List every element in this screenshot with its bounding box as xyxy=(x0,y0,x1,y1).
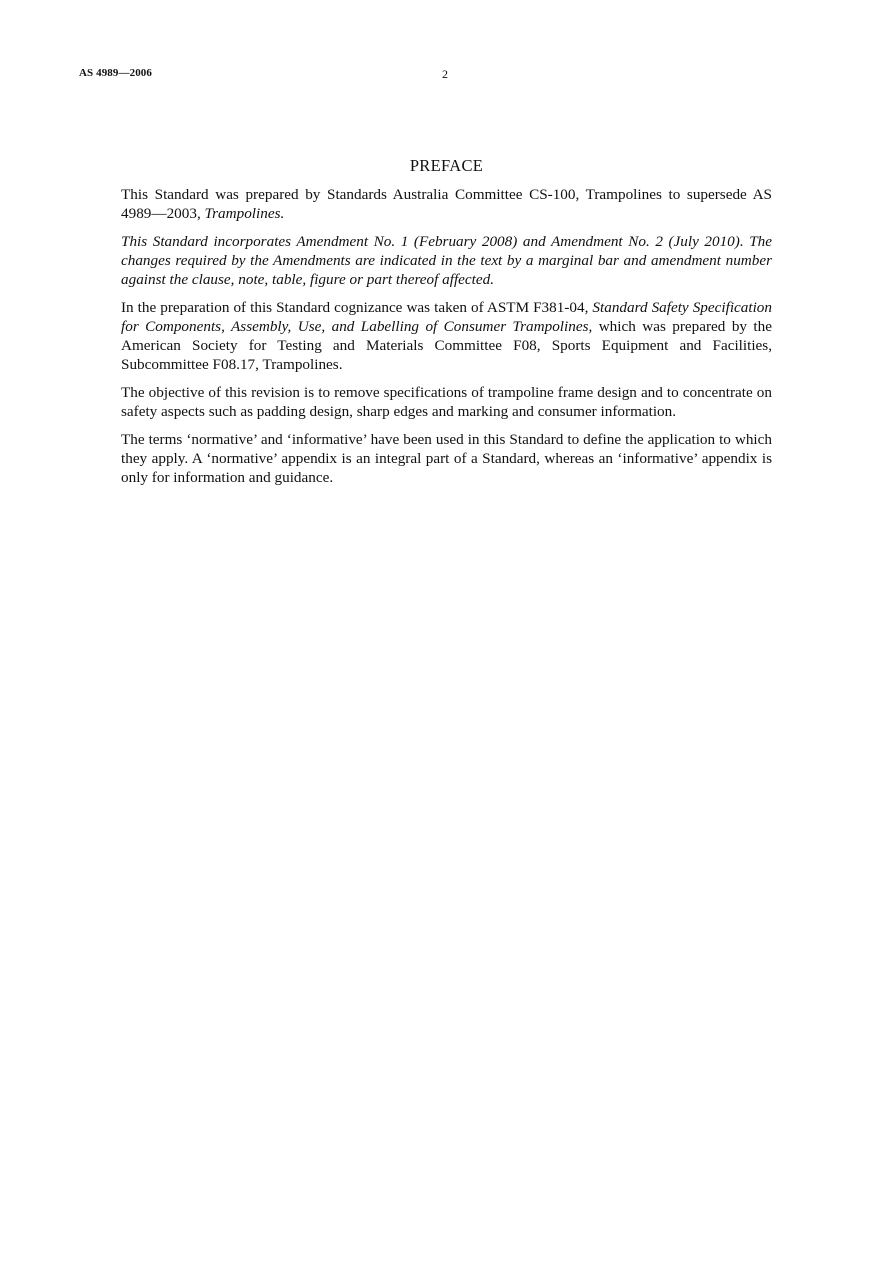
paragraph-text: , which was prepared by the American Society for Testing and Materials Committee F08, Sports Equipment and Facilities, Subcommittee F08.17, Trampolines. xyxy=(121,318,772,373)
page-header xyxy=(79,67,812,83)
preface-title: PREFACE xyxy=(409,156,484,175)
paragraph-text: The terms ‘normative’ and ‘informative’ have been used in this Standard to define the application to which they apply. A ‘normative’ appendix is an integral part of a Standard, whereas an ‘informative’ appendix is only for information and guidance. xyxy=(121,431,772,486)
paragraph-text: This Standard was prepared by Standards Australia Committee CS-100, Trampolines to supersede AS 4989—2003, xyxy=(121,186,772,222)
astm-title-italic: Standard Safety Specification for Components, Assembly, Use, and Labelling of Consumer Trampolines xyxy=(121,299,772,335)
standard-title-italic: Trampolines. xyxy=(204,205,285,222)
preface-paragraph-3 xyxy=(121,298,772,374)
paragraph-text: In the preparation of this Standard cognizance was taken of ASTM F381-04, xyxy=(121,299,593,316)
preface-paragraph-4 xyxy=(121,383,772,421)
preface-paragraph-5 xyxy=(121,430,772,487)
page-number: 2 xyxy=(442,67,448,81)
preface-paragraph-1 xyxy=(121,185,772,223)
paragraph-text: This Standard incorporates Amendment No. 1 (February 2008) and Amendment No. 2 (July 2010). The changes required by the Amendments are indicated in the text by a marginal bar and amendment number against the clause, note, table, figure or part thereof affected. xyxy=(121,233,772,288)
preface-paragraph-2-amendments xyxy=(121,232,772,289)
paragraph-text: The objective of this revision is to remove specifications of trampoline frame design and to concentrate on safety aspects such as padding design, sharp edges and marking and consumer information. xyxy=(121,384,772,420)
document-id: AS 4989—2006 xyxy=(79,67,153,79)
preface-section xyxy=(121,156,772,496)
